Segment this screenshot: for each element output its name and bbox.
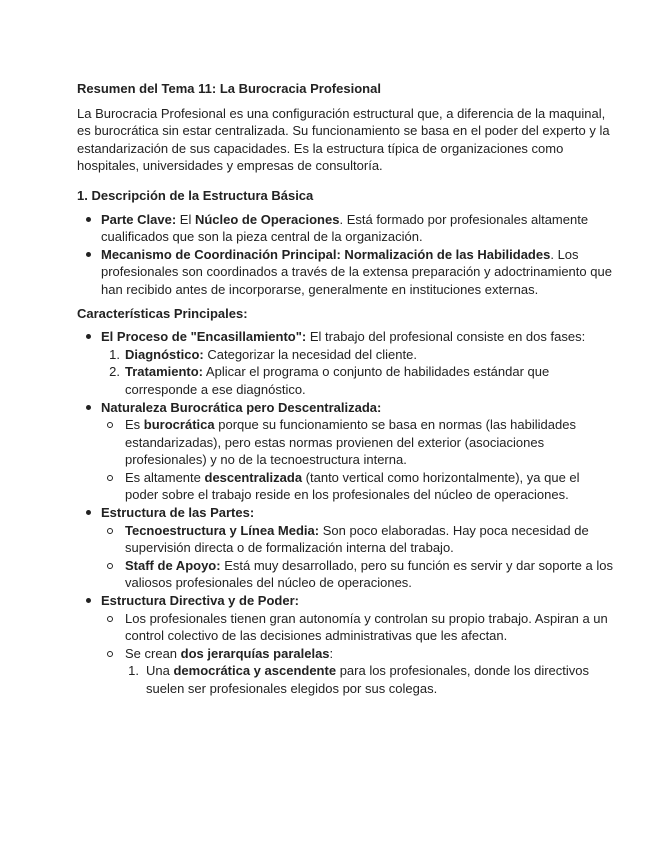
sub-list [101, 522, 615, 592]
section2-list [77, 328, 615, 697]
list-item: Estructura Directiva y de Poder: Los profesionales tienen gran autonomía y controlan su propio trabajo. Aspiran a un control colectivo de las decisiones administrativas que les afectan. Se crean dos jerarquías paralelas: 1. Una democrática y ascendente para los profesionales, donde los directivos suelen ser profesionales elegidos por sus colegas. [77, 592, 615, 698]
circle-bullet-icon [107, 422, 113, 428]
list-item: 1. Una democrática y ascendente para los profesionales, donde los directivos suelen ser profesionales elegidos por sus colegas. [128, 663, 589, 696]
list-item: Se crean dos jerarquías paralelas: 1. Una democrática y ascendente para los profesionales, donde los directivos suelen ser profesionales elegidos por sus colegas. [101, 645, 615, 698]
section1-list [77, 211, 615, 299]
list-item: Naturaleza Burocrática pero Descentralizada: Es burocrática porque su funcionamiento se basa en normas (las habilidades estandarizadas), pero estas normas provienen del exterior (asociaciones profesionales) y no de la tecnoestructura interna. Es altamente descentralizada (tanto vertical como horizontalmente), ya que el poder sobre el trabajo reside en los profesionales del núcleo de operaciones. [77, 399, 615, 505]
bullet-icon [86, 598, 91, 603]
list-item: Tecnoestructura y Línea Media: Son poco elaboradas. Hay poca necesidad de supervisión directa o de formalización interna del trabajo. [101, 522, 615, 557]
numbered-list [101, 346, 615, 399]
sub-list [101, 610, 615, 698]
list-item: Estructura de las Partes: Tecnoestructura y Línea Media: Son poco elaboradas. Hay poca necesidad de supervisión directa o de formalización interna del trabajo. Staff de Apoyo: Está muy desarrollado, pero su función es servir y dar soporte a los valiosos profesionales del núcleo de operaciones. [77, 504, 615, 592]
document-title: Resumen del Tema 11: La Burocracia Profesional [77, 81, 381, 96]
circle-bullet-icon [107, 475, 113, 481]
circle-bullet-icon [107, 616, 113, 622]
list-item: Es altamente descentralizada (tanto vertical como horizontalmente), ya que el poder sobre el trabajo reside en los profesionales del núcleo de operaciones. [101, 469, 615, 504]
circle-bullet-icon [107, 563, 113, 569]
section1-heading: 1. Descripción de la Estructura Básica [77, 187, 314, 203]
sub-list [101, 416, 615, 504]
list-item: Staff de Apoyo: Está muy desarrollado, pero su función es servir y dar soporte a los valiosos profesionales del núcleo de operaciones. [101, 557, 615, 592]
intro-paragraph: La Burocracia Profesional es una configuración estructural que, a diferencia de la maquinal, es burocrática sin estar centralizada. Su funcionamiento se basa en el poder del experto y la estandarización de sus capacidades. Es la estructura típica de organizaciones como hospitales, universidades y empresas de consultoría. [77, 105, 610, 174]
list-item: El Proceso de "Encasillamiento": El trabajo del profesional consiste en dos fases: 1. Diagnóstico: Categorizar la necesidad del cliente. 2. Tratamiento: Aplicar el programa o conjunto de habilidades estándar que corresponde a ese diagnóstico. [77, 328, 615, 398]
circle-bullet-icon [107, 651, 113, 657]
bullet-icon [86, 217, 91, 222]
list-item: 2. Tratamiento: Aplicar el programa o conjunto de habilidades estándar que corresponde a ese diagnóstico. [109, 364, 550, 397]
list-item: Parte Clave: El Núcleo de Operaciones. Está formado por profesionales altamente cualificados que son la pieza central de la organización. [77, 211, 615, 246]
list-item: Es burocrática porque su funcionamiento se basa en normas (las habilidades estandarizadas), pero estas normas provienen del exterior (asociaciones profesionales) y no de la tecnoestructura interna. [101, 416, 615, 469]
bullet-icon [86, 405, 91, 410]
numbered-list [125, 662, 615, 697]
list-item: 1. Diagnóstico: Categorizar la necesidad del cliente. [109, 346, 417, 362]
list-item: Mecanismo de Coordinación Principal: Normalización de las Habilidades. Los profesionales son coordinados a través de la extensa preparación y adoctrinamiento que han recibido antes de incorporarse, generalmente en instituciones externas. [77, 246, 615, 299]
list-item: Los profesionales tienen gran autonomía y controlan su propio trabajo. Aspiran a un control colectivo de las decisiones administrativas que les afectan. [101, 610, 615, 645]
bullet-icon [86, 334, 91, 339]
circle-bullet-icon [107, 528, 113, 534]
bullet-icon [86, 510, 91, 515]
bullet-icon [86, 252, 91, 257]
section2-heading: Características Principales: [77, 305, 248, 321]
